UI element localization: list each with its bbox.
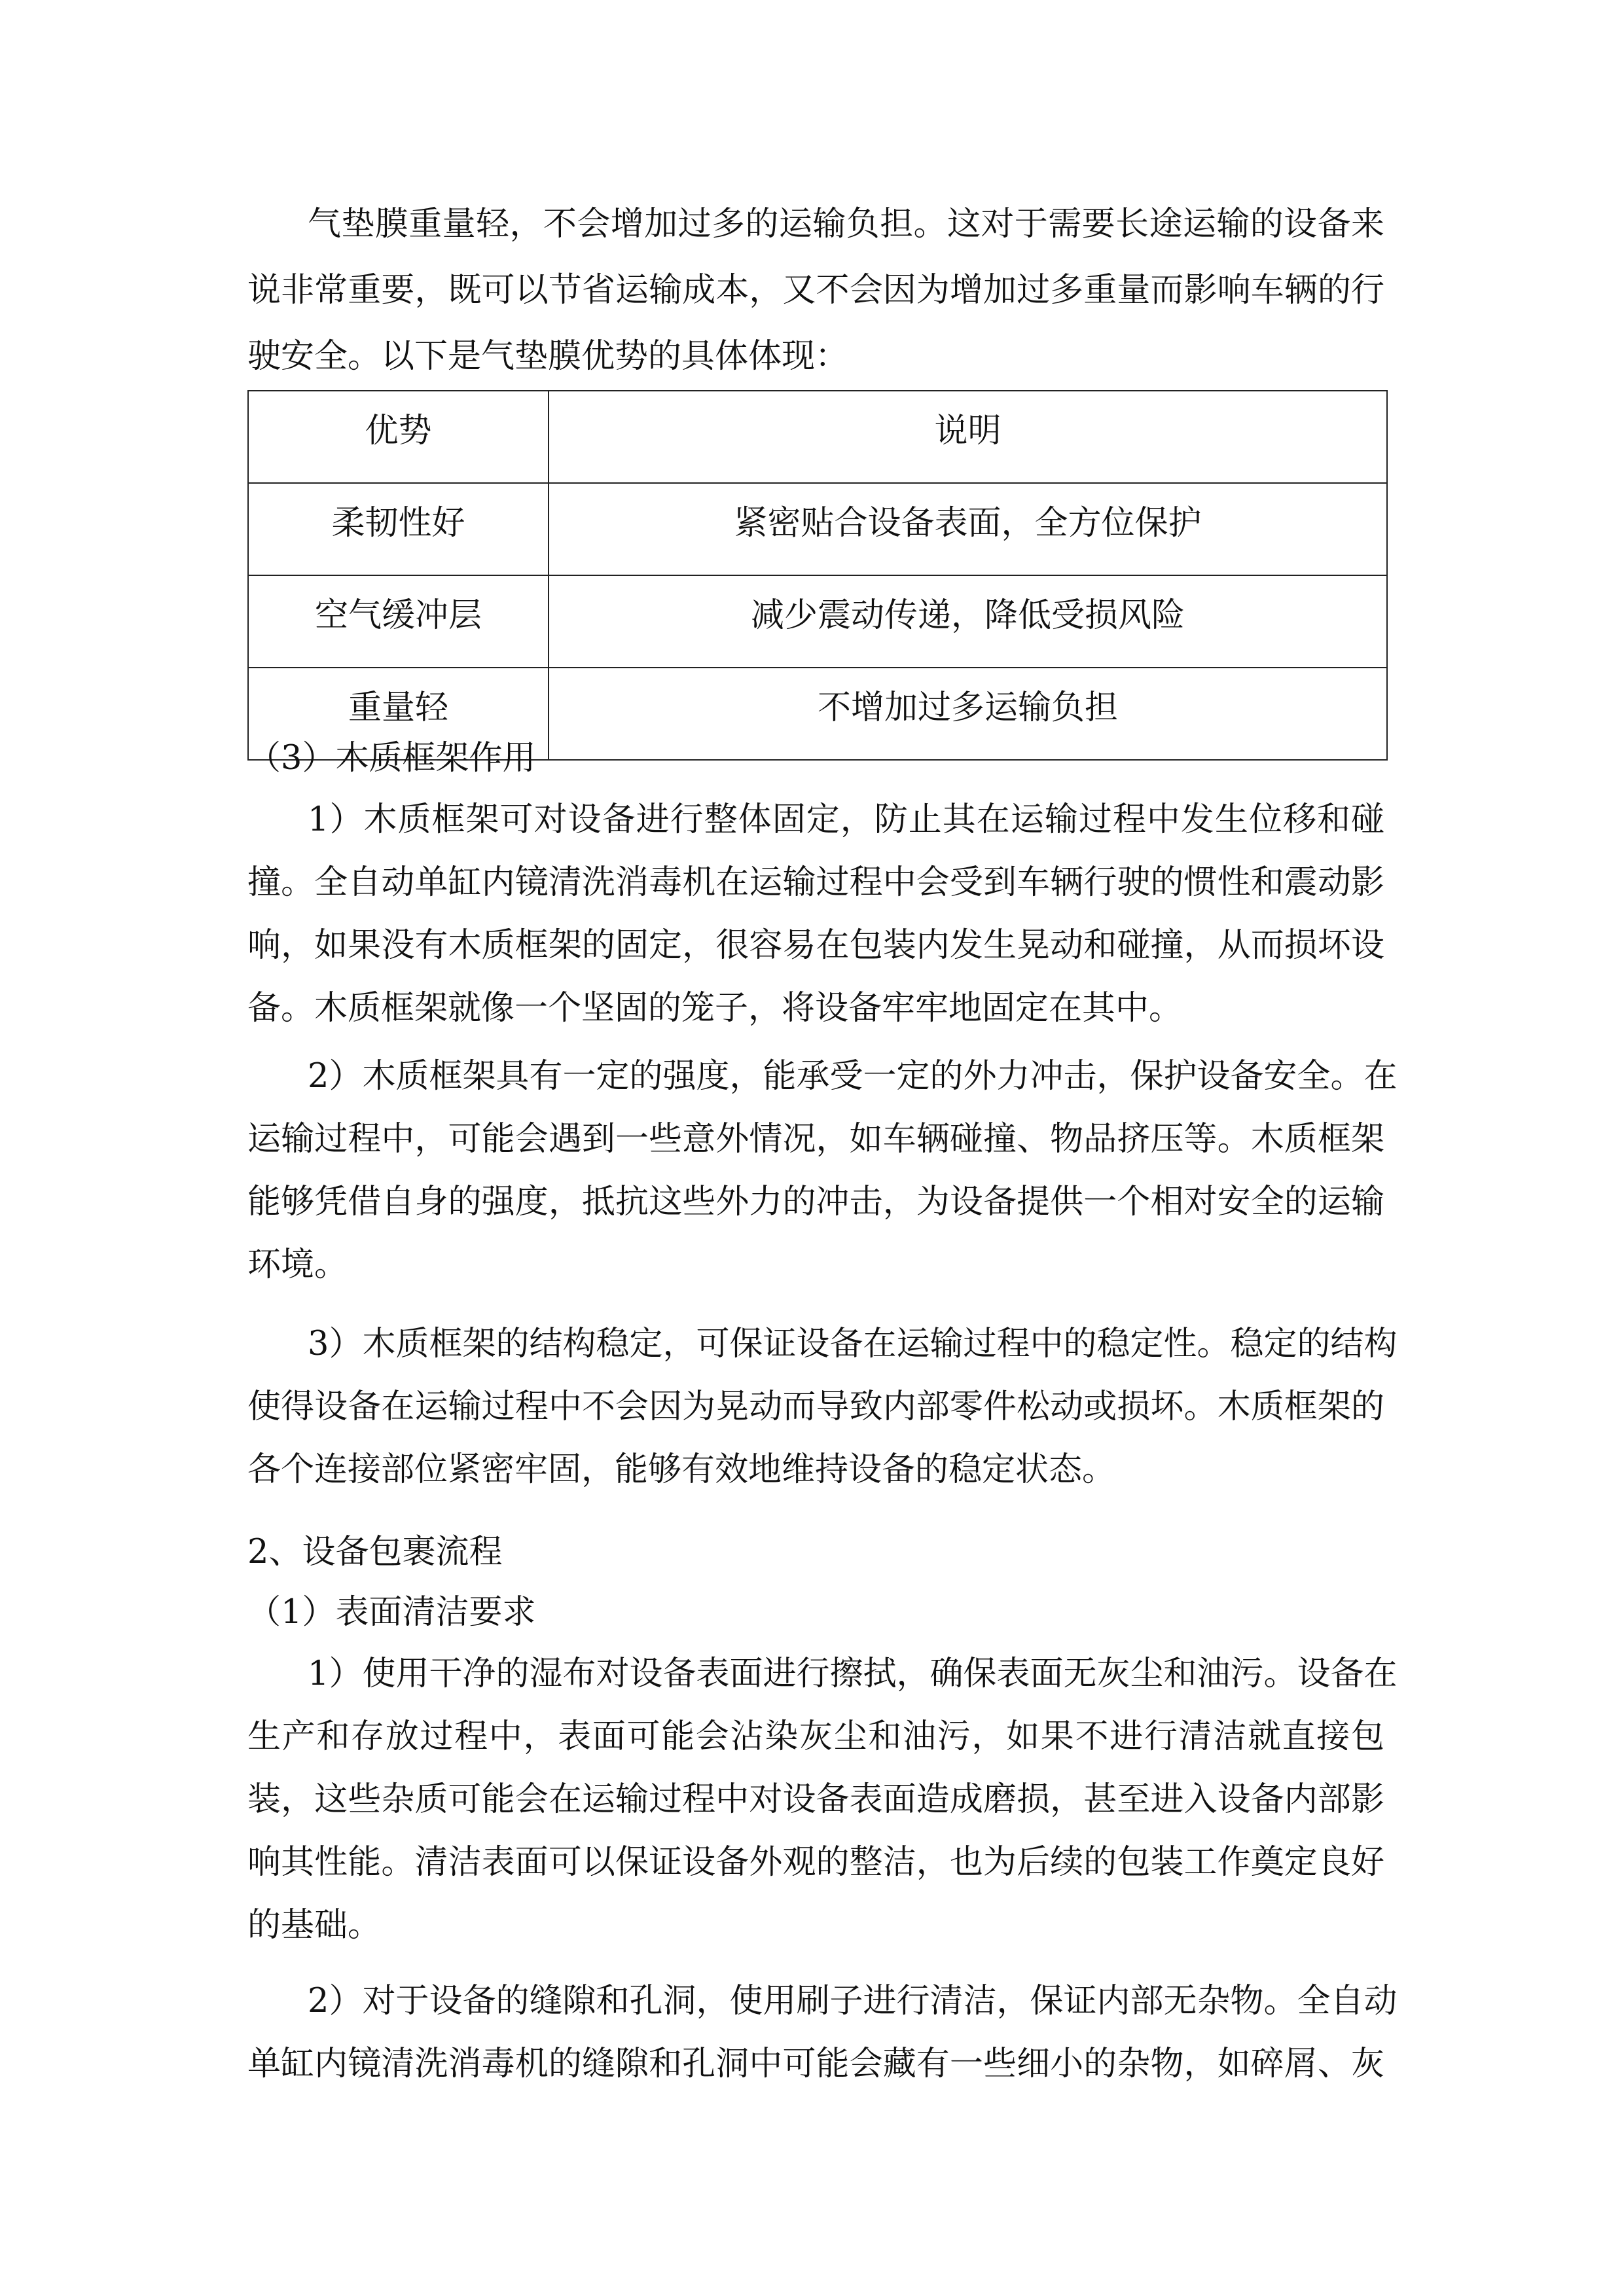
paragraph: [247, 1643, 1398, 1957]
table-cell: 紧密贴合设备表面，全方位保护: [549, 483, 1387, 575]
table-cell: 不增加过多运输负担: [549, 668, 1387, 760]
text-line: 响其性能。清洁表面可以保证设备外观的整洁，也为后续的包装工作奠定良好: [247, 1843, 1384, 1882]
table-header-row: [248, 391, 1387, 483]
paragraph: [247, 1045, 1398, 1297]
advantages-table: [247, 390, 1388, 761]
paragraph: [247, 1313, 1398, 1501]
text-line: 能够凭借自身的强度，抵抗这些外力的冲击，为设备提供一个相对安全的运输: [247, 1183, 1384, 1221]
section-heading: 2、设备包裹流程: [247, 1533, 503, 1571]
paragraph: [247, 789, 1384, 1040]
table-cell: 减少震动传递，降低受损风险: [549, 575, 1387, 668]
text-line: 1）木质框架可对设备进行整体固定，防止其在运输过程中发生位移和碰: [308, 800, 1384, 839]
text-line: 的基础。: [247, 1906, 382, 1945]
text-line: 环境。: [247, 1246, 348, 1284]
table-header: 优势: [248, 391, 549, 483]
text-line: 装，这些杂质可能会在运输过程中对设备表面造成磨损，甚至进入设备内部影: [247, 1780, 1384, 1819]
text-line: 驶安全。以下是气垫膜优势的具体体现：: [247, 337, 849, 376]
subheading-wood-frame: （3）木质框架作用: [247, 739, 536, 778]
table-cell: 重量轻: [248, 668, 549, 760]
text-line: 备。木质框架就像一个坚固的笼子，将设备牢牢地固定在其中。: [247, 989, 1183, 1028]
paragraph: [247, 1970, 1398, 2096]
text-line: 说非常重要，既可以节省运输成本，又不会因为增加过多重量而影响车辆的行: [247, 271, 1384, 310]
table-cell: 空气缓冲层: [248, 575, 549, 668]
text-line: 各个连接部位紧密牢固，能够有效地维持设备的稳定状态。: [247, 1450, 1116, 1489]
text-line: 运输过程中，可能会遇到一些意外情况，如车辆碰撞、物品挤压等。木质框架: [247, 1120, 1384, 1158]
intro-paragraph: [247, 191, 1384, 389]
text-line: 响，如果没有木质框架的固定，很容易在包装内发生晃动和碰撞，从而损坏设: [247, 926, 1384, 965]
table-cell: 柔韧性好: [248, 483, 549, 575]
text-line: 使得设备在运输过程中不会因为晃动而导致内部零件松动或损坏。木质框架的: [247, 1388, 1384, 1426]
text-line: 气垫膜重量轻，不会增加过多的运输负担。这对于需要长途运输的设备来: [308, 205, 1384, 243]
text-line: 2）木质框架具有一定的强度，能承受一定的外力冲击，保护设备安全。在: [308, 1057, 1398, 1096]
text-line: 单缸内镜清洗消毒机的缝隙和孔洞中可能会藏有一些细小的杂物，如碎屑、灰: [247, 2045, 1384, 2083]
text-line: 2）对于设备的缝隙和孔洞，使用刷子进行清洁，保证内部无杂物。全自动: [308, 1982, 1398, 2020]
text-line: 生产和存放过程中，表面可能会沾染灰尘和油污，如果不进行清洁就直接包: [247, 1717, 1384, 1756]
text-line: 1）使用干净的湿布对设备表面进行擦拭，确保表面无灰尘和油污。设备在: [308, 1655, 1398, 1693]
table-header: 说明: [549, 391, 1387, 483]
table-row: [248, 483, 1387, 575]
text-line: 撞。全自动单缸内镜清洗消毒机在运输过程中会受到车辆行驶的惯性和震动影: [247, 863, 1384, 902]
text-line: 3）木质框架的结构稳定，可保证设备在运输过程中的稳定性。稳定的结构: [308, 1325, 1398, 1363]
table-row: [248, 575, 1387, 668]
subheading-surface-cleaning: （1）表面清洁要求: [247, 1593, 536, 1632]
